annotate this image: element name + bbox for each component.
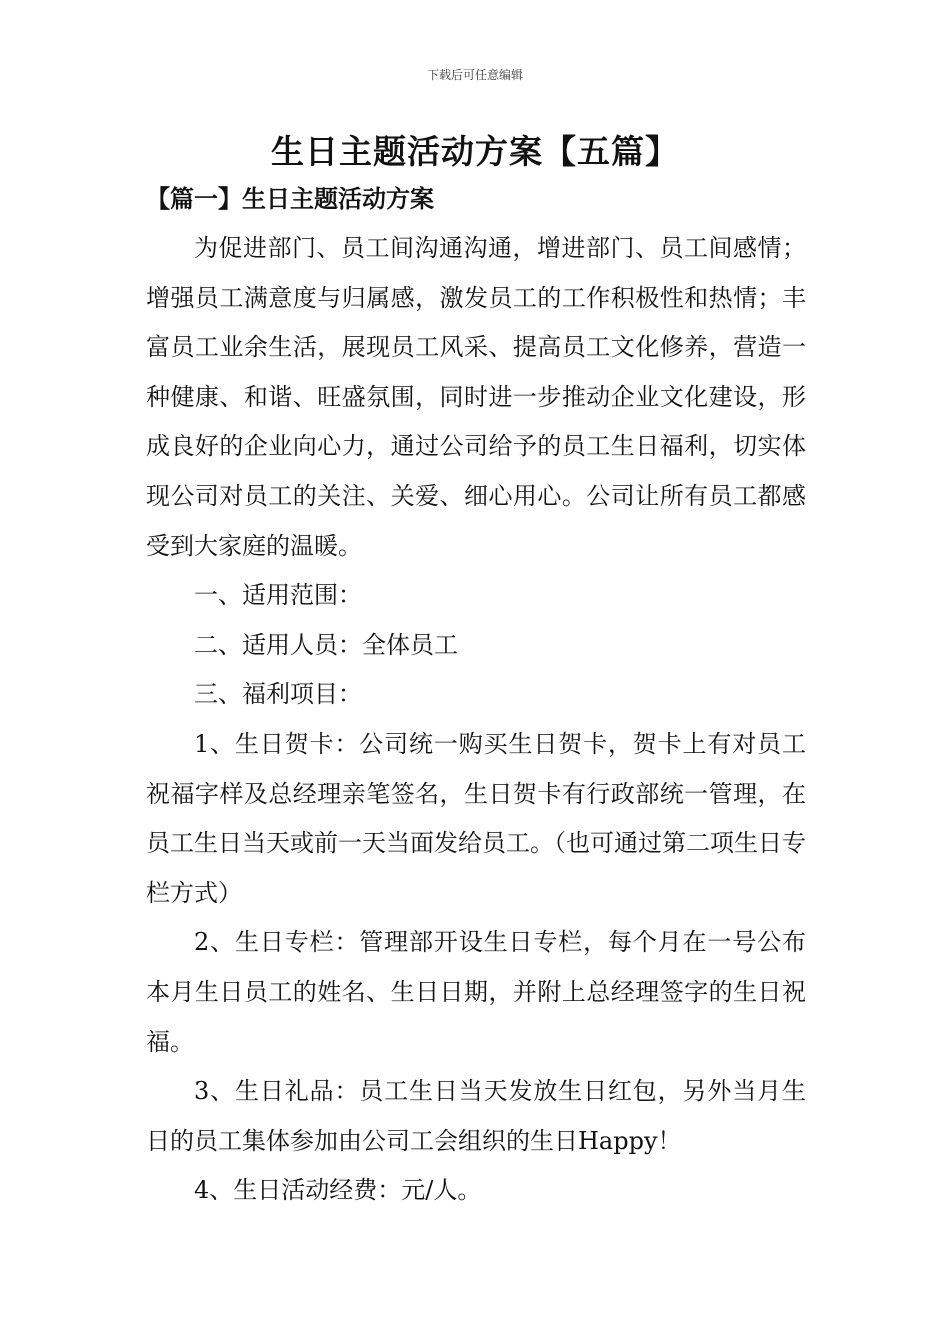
header-note: 下载后可任意编辑 xyxy=(426,68,523,82)
personnel-item: 二、适用人员：全体员工 xyxy=(194,630,458,659)
section-heading: 【篇一】生日主题活动方案 xyxy=(146,184,434,213)
benefit-activity-budget: 4、生日活动经费：元/人。 xyxy=(194,1176,482,1205)
intro-paragraph: 为促进部门、员工间沟通沟通，增进部门、员工间感情；增强员工满意度与归属感，激发员工的工作积极性和热情；丰富员工业余生活，展现员工风采、提高员工文化修养，营造一种健康、和谐、旺盛氛围，同时进一步推动企业文化建设，形成良好的企业向心力，通过公司给予的员工生日福利，切实体现公司对员工的关注、关爱、细心用心。公司让所有员工都感受到大家庭的温暖。 xyxy=(146,234,806,560)
scope-item: 一、适用范围： xyxy=(194,581,362,610)
benefit-birthday-gift: 3、生日礼品：员工生日当天发放生日红包，另外当月生日的员工集体参加由公司工会组织的生日Happy！ xyxy=(146,1077,806,1155)
document-body xyxy=(146,224,806,1216)
benefits-heading: 三、福利项目： xyxy=(194,680,362,709)
document-title: 生日主题活动方案【五篇】 xyxy=(271,132,679,171)
benefit-birthday-card: 1、生日贺卡：公司统一购买生日贺卡，贺卡上有对员工祝福字样及总经理亲笔签名，生日贺卡有行政部统一管理，在员工生日当天或前一天当面发给员工。（也可通过第二项生日专栏方式） xyxy=(146,729,806,907)
benefit-birthday-column: 2、生日专栏：管理部开设生日专栏，每个月在一号公布本月生日员工的姓名、生日日期，并附上总经理签字的生日祝福。 xyxy=(146,928,806,1056)
